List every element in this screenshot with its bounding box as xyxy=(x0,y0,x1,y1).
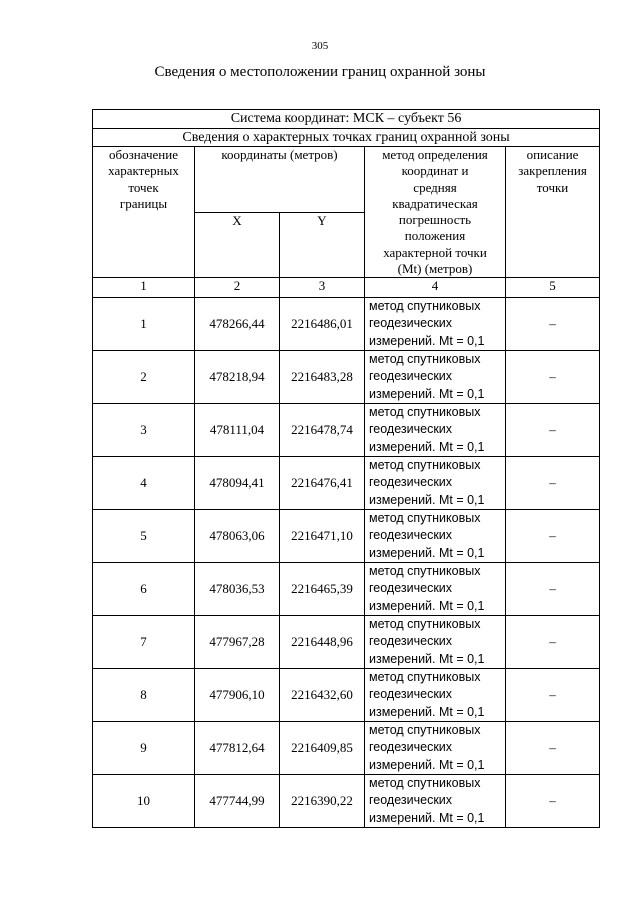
point-number: 2 xyxy=(93,351,195,404)
coordinate-x: 478218,94 xyxy=(195,351,280,404)
method-cell xyxy=(365,563,506,616)
page-number: 305 xyxy=(311,40,329,52)
header-method-line: метод определения xyxy=(382,147,488,162)
document-title: Сведения о местоположении границ охранной зоны xyxy=(154,64,486,80)
method-line: метод спутниковых xyxy=(369,617,481,632)
coordinate-y: 2216471,10 xyxy=(280,510,365,563)
column-number: 5 xyxy=(506,278,600,298)
method-line: метод спутниковых xyxy=(369,723,481,738)
point-number: 7 xyxy=(93,616,195,669)
method-line: геодезических xyxy=(369,316,453,331)
method-line: геодезических xyxy=(369,475,453,490)
coordinate-y: 2216448,96 xyxy=(280,616,365,669)
table-row xyxy=(93,722,600,775)
coordinate-x: 478111,04 xyxy=(195,404,280,457)
method-line: измерений. Mt = 0,1 xyxy=(369,704,485,719)
fixing-description: – xyxy=(506,722,600,775)
table-row xyxy=(93,669,600,722)
coordinate-x: 478063,06 xyxy=(195,510,280,563)
header-method-line: средняя xyxy=(413,179,457,195)
header-method-line: координат и xyxy=(401,163,469,179)
point-number: 9 xyxy=(93,722,195,775)
header-designation-line: обозначение xyxy=(109,147,178,162)
method-cell xyxy=(365,351,506,404)
fixing-description: – xyxy=(506,457,600,510)
method-line: метод спутниковых xyxy=(369,458,481,473)
method-cell xyxy=(365,775,506,828)
point-number: 8 xyxy=(93,669,195,722)
method-line: геодезических xyxy=(369,793,453,808)
fixing-description: – xyxy=(506,510,600,563)
coordinate-x: 478266,44 xyxy=(195,298,280,351)
coordinate-y: 2216465,39 xyxy=(280,563,365,616)
method-line: геодезических xyxy=(369,528,453,543)
method-cell xyxy=(365,616,506,669)
header-description-line: описание xyxy=(526,147,579,162)
table-row xyxy=(93,563,600,616)
table-row xyxy=(93,351,600,404)
coordinate-y: 2216478,74 xyxy=(280,404,365,457)
header-method-line: положения xyxy=(404,228,466,244)
coordinate-y: 2216390,22 xyxy=(280,775,365,828)
header-description xyxy=(506,147,600,278)
method-line: геодезических xyxy=(369,634,453,649)
header-method xyxy=(365,147,506,278)
fixing-description: – xyxy=(506,669,600,722)
column-number: 2 xyxy=(195,278,280,298)
fixing-description: – xyxy=(506,404,600,457)
method-line: измерений. Mt = 0,1 xyxy=(369,386,485,401)
method-cell xyxy=(365,404,506,457)
method-line: метод спутниковых xyxy=(369,670,481,685)
header-designation-line: границы xyxy=(119,195,168,211)
point-number: 10 xyxy=(93,775,195,828)
coordinate-x: 477906,10 xyxy=(195,669,280,722)
method-line: геодезических xyxy=(369,581,453,596)
column-number: 1 xyxy=(93,278,195,298)
header-designation-line: точек xyxy=(128,179,159,195)
column-number: 3 xyxy=(280,278,365,298)
method-line: метод спутниковых xyxy=(369,405,481,420)
point-number: 3 xyxy=(93,404,195,457)
coordinate-y: 2216476,41 xyxy=(280,457,365,510)
fixing-description: – xyxy=(506,775,600,828)
method-line: метод спутниковых xyxy=(369,352,481,367)
coordinate-y: 2216486,01 xyxy=(280,298,365,351)
method-line: метод спутниковых xyxy=(369,776,481,791)
method-cell xyxy=(365,298,506,351)
method-line: метод спутниковых xyxy=(369,299,481,314)
method-line: измерений. Mt = 0,1 xyxy=(369,757,485,772)
table-row xyxy=(93,616,600,669)
boundary-points-table xyxy=(92,109,600,828)
method-cell xyxy=(365,669,506,722)
coordinate-y: 2216483,28 xyxy=(280,351,365,404)
method-line: геодезических xyxy=(369,740,453,755)
coordinate-x: 477744,99 xyxy=(195,775,280,828)
method-line: измерений. Mt = 0,1 xyxy=(369,545,485,560)
header-method-line: погрешность xyxy=(398,212,472,227)
fixing-description: – xyxy=(506,351,600,404)
header-method-line: квадратическая xyxy=(392,195,478,211)
coordinate-y: 2216409,85 xyxy=(280,722,365,775)
table-row xyxy=(93,404,600,457)
point-number: 4 xyxy=(93,457,195,510)
method-line: измерений. Mt = 0,1 xyxy=(369,439,485,454)
header-designation xyxy=(93,147,195,278)
column-number: 4 xyxy=(365,278,506,298)
method-cell xyxy=(365,510,506,563)
header-coordinates: координаты (метров) xyxy=(195,147,365,213)
method-cell xyxy=(365,722,506,775)
fixing-description: – xyxy=(506,616,600,669)
header-y: Y xyxy=(280,212,365,278)
method-cell xyxy=(365,457,506,510)
coordinate-system-cell: Система координат: МСК – субъект 56 xyxy=(93,110,600,129)
method-line: геодезических xyxy=(369,369,453,384)
header-description-line: точки xyxy=(536,179,569,195)
method-line: измерений. Mt = 0,1 xyxy=(369,333,485,348)
header-method-line: характерной точки xyxy=(383,244,487,260)
coordinate-x: 478094,41 xyxy=(195,457,280,510)
header-x: X xyxy=(195,212,280,278)
table-row xyxy=(93,510,600,563)
table-row xyxy=(93,298,600,351)
coordinate-y: 2216432,60 xyxy=(280,669,365,722)
method-line: измерений. Mt = 0,1 xyxy=(369,810,485,825)
method-line: геодезических xyxy=(369,687,453,702)
coordinate-x: 477812,64 xyxy=(195,722,280,775)
coordinate-x: 477967,28 xyxy=(195,616,280,669)
fixing-description: – xyxy=(506,298,600,351)
header-designation-line: характерных xyxy=(108,163,179,179)
header-description-line: закрепления xyxy=(518,163,587,179)
header-method-line: (Mt) (метров) xyxy=(397,260,473,276)
coordinate-x: 478036,53 xyxy=(195,563,280,616)
method-line: метод спутниковых xyxy=(369,511,481,526)
method-line: измерений. Mt = 0,1 xyxy=(369,492,485,507)
fixing-description: – xyxy=(506,563,600,616)
table-row xyxy=(93,457,600,510)
method-line: метод спутниковых xyxy=(369,564,481,579)
section-title-cell: Сведения о характерных точках границ охранной зоны xyxy=(93,128,600,147)
method-line: измерений. Mt = 0,1 xyxy=(369,598,485,613)
method-line: геодезических xyxy=(369,422,453,437)
point-number: 5 xyxy=(93,510,195,563)
table-row xyxy=(93,775,600,828)
point-number: 6 xyxy=(93,563,195,616)
method-line: измерений. Mt = 0,1 xyxy=(369,651,485,666)
point-number: 1 xyxy=(93,298,195,351)
